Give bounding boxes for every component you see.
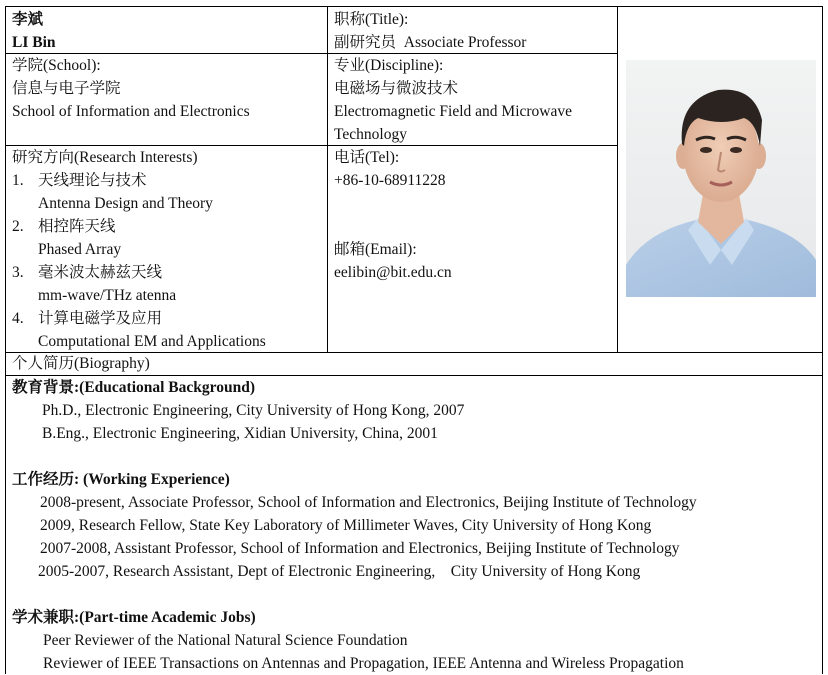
school-label: 学院(School):	[12, 57, 101, 74]
work-item: 2009, Research Fellow, State Key Laboratory of Millimeter Waves, City University of Hong Kong	[40, 517, 652, 534]
biography-label-cell	[12, 352, 150, 375]
education-heading: 教育背景:(Educational Background)	[12, 379, 256, 396]
school-cell	[12, 54, 250, 123]
research-item-number: 1.	[12, 172, 24, 189]
contact-cell	[334, 146, 452, 284]
academic-item: Peer Reviewer of the National Natural Science Foundation	[43, 632, 408, 649]
table-right-border	[822, 6, 823, 674]
email-label: 邮箱(Email):	[334, 241, 417, 258]
work-item: 2007-2008, Assistant Professor, School of Information and Electronics, Beijing Institute of Technology	[40, 540, 680, 557]
research-item-number: 3.	[12, 264, 24, 281]
title-value: 副研究员 Associate Professor	[334, 34, 527, 51]
biography-label: 个人简历(Biography)	[12, 355, 150, 372]
school-chinese: 信息与电子学院	[12, 80, 121, 97]
education-item: Ph.D., Electronic Engineering, City University of Hong Kong, 2007	[42, 402, 465, 419]
portrait-photo	[626, 60, 816, 297]
research-item	[12, 169, 266, 215]
discipline-english-line1: Electromagnetic Field and Microwave	[334, 103, 573, 120]
research-item-chinese: 相控阵天线	[38, 218, 116, 235]
research-item-number: 2.	[12, 218, 24, 235]
title-cell	[334, 8, 526, 54]
research-cell	[12, 146, 266, 353]
biography-content	[12, 376, 697, 675]
work-item: 2008-present, Associate Professor, School of Information and Electronics, Beijing Institute of Technology	[40, 494, 697, 511]
work-item: 2005-2007, Research Assistant, Dept of Electronic Engineering, City University of Hong Kong	[38, 563, 641, 580]
research-label: 研究方向(Research Interests)	[12, 149, 198, 166]
research-item	[12, 261, 266, 307]
school-english: School of Information and Electronics	[12, 103, 250, 120]
research-item-english: Antenna Design and Theory	[38, 195, 213, 212]
discipline-label: 专业(Discipline):	[334, 57, 444, 74]
email-value: eelibin@bit.edu.cn	[334, 264, 452, 281]
research-item-number: 4.	[12, 310, 24, 327]
education-item: B.Eng., Electronic Engineering, Xidian University, China, 2001	[42, 425, 438, 442]
research-item-english: mm-wave/THz atenna	[38, 287, 177, 304]
tel-label: 电话(Tel):	[334, 149, 400, 166]
discipline-english-line2: Technology	[334, 126, 407, 143]
research-item-chinese: 计算电磁学及应用	[38, 310, 163, 327]
research-item	[12, 307, 266, 353]
academic-heading: 学术兼职:(Part-time Academic Jobs)	[12, 609, 256, 626]
column-divider-2	[617, 6, 618, 352]
research-item-english: Phased Array	[38, 241, 122, 258]
discipline-chinese: 电磁场与微波技术	[334, 80, 459, 97]
research-item-chinese: 毫米波太赫兹天线	[38, 264, 163, 281]
research-item-english: Computational EM and Applications	[38, 333, 266, 350]
name-cell	[12, 8, 56, 54]
column-divider-1	[327, 6, 328, 352]
tel-value: +86-10-68911228	[334, 172, 446, 189]
table-top-border	[5, 6, 823, 7]
table-left-border	[5, 6, 6, 674]
name-english: LI Bin	[12, 34, 56, 51]
work-heading: 工作经历: (Working Experience)	[12, 471, 230, 488]
research-item	[12, 215, 266, 261]
academic-item: Reviewer of IEEE Transactions on Antennas and Propagation, IEEE Antenna and Wireless Propagation	[43, 655, 684, 672]
research-item-chinese: 天线理论与技术	[38, 172, 147, 189]
discipline-cell	[334, 54, 572, 146]
title-label: 职称(Title):	[334, 11, 409, 28]
name-chinese: 李斌	[12, 11, 44, 28]
